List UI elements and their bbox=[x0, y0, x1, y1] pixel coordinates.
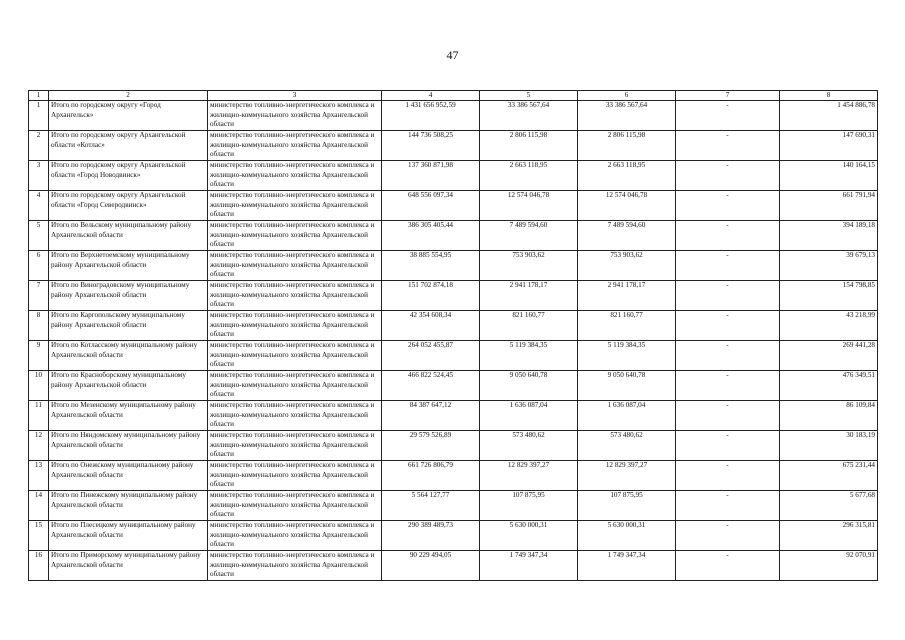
table-row bbox=[29, 401, 878, 431]
amount-col5-cell: 9 050 640,78 bbox=[480, 371, 578, 401]
row-number-cell: 5 bbox=[29, 221, 49, 251]
row-number-cell: 4 bbox=[29, 191, 49, 221]
row-number-cell: 9 bbox=[29, 341, 49, 371]
amount-col5-cell: 5 630 000,31 bbox=[480, 521, 578, 551]
amount-col6-cell: 5 119 384,35 bbox=[578, 341, 676, 371]
municipality-cell: Итого по городскому округу «Город Архангельск» bbox=[49, 101, 208, 131]
amount-col8-cell: 675 231,44 bbox=[780, 461, 878, 491]
ministry-cell: министерство топливно-энергетического комплекса и жилищно-коммунального хозяйства Архангельской области bbox=[208, 251, 382, 281]
amount-col6-cell: 2 806 115,98 bbox=[578, 131, 676, 161]
amount-col4-cell: 648 556 097,34 bbox=[382, 191, 480, 221]
col7-cell: - bbox=[676, 341, 780, 371]
municipality-cell: Итого по Онежскому муниципальному району Архангельской области bbox=[49, 461, 208, 491]
row-number-cell: 12 bbox=[29, 431, 49, 461]
amount-col5-cell: 5 119 384,35 bbox=[480, 341, 578, 371]
amount-col8-cell: 296 315,81 bbox=[780, 521, 878, 551]
amount-col4-cell: 1 431 656 952,59 bbox=[382, 101, 480, 131]
row-number-cell: 16 bbox=[29, 551, 49, 581]
col7-cell: - bbox=[676, 371, 780, 401]
amount-col6-cell: 5 630 000,31 bbox=[578, 521, 676, 551]
amount-col8-cell: 661 791,94 bbox=[780, 191, 878, 221]
amount-col4-cell: 38 885 554,95 bbox=[382, 251, 480, 281]
municipality-cell: Итого по городскому округу Архангельской области «Город Северодвинск» bbox=[49, 191, 208, 221]
ministry-cell: министерство топливно-энергетического комплекса и жилищно-коммунального хозяйства Архангельской области bbox=[208, 131, 382, 161]
row-number-cell: 7 bbox=[29, 281, 49, 311]
ministry-cell: министерство топливно-энергетического комплекса и жилищно-коммунального хозяйства Архангельской области bbox=[208, 311, 382, 341]
table-row bbox=[29, 461, 878, 491]
amount-col6-cell: 107 875,95 bbox=[578, 491, 676, 521]
col7-cell: - bbox=[676, 221, 780, 251]
municipality-cell: Итого по Плесецкому муниципальному району Архангельской области bbox=[49, 521, 208, 551]
amount-col5-cell: 753 903,62 bbox=[480, 251, 578, 281]
row-number-cell: 14 bbox=[29, 491, 49, 521]
amount-col5-cell: 2 663 118,95 bbox=[480, 161, 578, 191]
column-header: 5 bbox=[480, 91, 578, 101]
municipality-cell: Итого по Каргопольскому муниципальному району Архангельской области bbox=[49, 311, 208, 341]
amount-col8-cell: 154 798,85 bbox=[780, 281, 878, 311]
table-row bbox=[29, 281, 878, 311]
amount-col8-cell: 394 189,18 bbox=[780, 221, 878, 251]
amount-col5-cell: 1 749 347,34 bbox=[480, 551, 578, 581]
municipality-cell: Итого по городскому округу Архангельской области «Котлас» bbox=[49, 131, 208, 161]
ministry-cell: министерство топливно-энергетического комплекса и жилищно-коммунального хозяйства Архангельской области bbox=[208, 221, 382, 251]
amount-col6-cell: 2 941 178,17 bbox=[578, 281, 676, 311]
table-row bbox=[29, 431, 878, 461]
municipality-cell: Итого по Виноградовскому муниципальному району Архангельской области bbox=[49, 281, 208, 311]
col7-cell: - bbox=[676, 251, 780, 281]
header-row bbox=[29, 91, 878, 101]
amount-col6-cell: 12 574 046,78 bbox=[578, 191, 676, 221]
col7-cell: - bbox=[676, 401, 780, 431]
amount-col6-cell: 1 636 087,04 bbox=[578, 401, 676, 431]
ministry-cell: министерство топливно-энергетического комплекса и жилищно-коммунального хозяйства Архангельской области bbox=[208, 551, 382, 581]
amount-col4-cell: 29 579 526,89 bbox=[382, 431, 480, 461]
municipality-cell: Итого по городскому округу Архангельской области «Город Новодвинск» bbox=[49, 161, 208, 191]
amount-col5-cell: 107 875,95 bbox=[480, 491, 578, 521]
ministry-cell: министерство топливно-энергетического комплекса и жилищно-коммунального хозяйства Архангельской области bbox=[208, 101, 382, 131]
row-number-cell: 11 bbox=[29, 401, 49, 431]
amount-col8-cell: 1 454 886,78 bbox=[780, 101, 878, 131]
column-header: 7 bbox=[676, 91, 780, 101]
column-header: 4 bbox=[382, 91, 480, 101]
col7-cell: - bbox=[676, 461, 780, 491]
amount-col5-cell: 1 636 087,04 bbox=[480, 401, 578, 431]
column-header: 8 bbox=[780, 91, 878, 101]
table-row bbox=[29, 131, 878, 161]
row-number-cell: 3 bbox=[29, 161, 49, 191]
amount-col5-cell: 573 480,62 bbox=[480, 431, 578, 461]
amount-col4-cell: 42 354 608,34 bbox=[382, 311, 480, 341]
table-row bbox=[29, 251, 878, 281]
col7-cell: - bbox=[676, 551, 780, 581]
amount-col8-cell: 5 677,68 bbox=[780, 491, 878, 521]
municipality-cell: Итого по Няндомскому муниципальному району Архангельской области bbox=[49, 431, 208, 461]
col7-cell: - bbox=[676, 191, 780, 221]
amount-col8-cell: 39 679,13 bbox=[780, 251, 878, 281]
amount-col4-cell: 386 305 405,44 bbox=[382, 221, 480, 251]
col7-cell: - bbox=[676, 311, 780, 341]
table-row bbox=[29, 551, 878, 581]
amount-col6-cell: 1 749 347,34 bbox=[578, 551, 676, 581]
municipality-cell: Итого по Котласскому муниципальному району Архангельской области bbox=[49, 341, 208, 371]
amount-col5-cell: 2 941 178,17 bbox=[480, 281, 578, 311]
amount-col5-cell: 12 829 397,27 bbox=[480, 461, 578, 491]
amount-col4-cell: 151 702 874,18 bbox=[382, 281, 480, 311]
column-header: 2 bbox=[49, 91, 208, 101]
ministry-cell: министерство топливно-энергетического комплекса и жилищно-коммунального хозяйства Архангельской области bbox=[208, 521, 382, 551]
amount-col4-cell: 661 726 806,79 bbox=[382, 461, 480, 491]
row-number-cell: 8 bbox=[29, 311, 49, 341]
amount-col8-cell: 140 164,15 bbox=[780, 161, 878, 191]
amount-col6-cell: 33 386 567,64 bbox=[578, 101, 676, 131]
amount-col6-cell: 753 903,62 bbox=[578, 251, 676, 281]
col7-cell: - bbox=[676, 101, 780, 131]
amount-col6-cell: 12 829 397,27 bbox=[578, 461, 676, 491]
table-row bbox=[29, 101, 878, 131]
municipality-cell: Итого по Приморскому муниципальному району Архангельской области bbox=[49, 551, 208, 581]
amount-col8-cell: 269 441,28 bbox=[780, 341, 878, 371]
amount-col5-cell: 2 806 115,98 bbox=[480, 131, 578, 161]
municipality-cell: Итого по Пинежскому муниципальному району Архангельской области bbox=[49, 491, 208, 521]
row-number-cell: 2 bbox=[29, 131, 49, 161]
ministry-cell: министерство топливно-энергетического комплекса и жилищно-коммунального хозяйства Архангельской области bbox=[208, 191, 382, 221]
amount-col4-cell: 290 389 489,73 bbox=[382, 521, 480, 551]
amount-col4-cell: 90 229 494,05 bbox=[382, 551, 480, 581]
amount-col8-cell: 92 070,91 bbox=[780, 551, 878, 581]
table-row bbox=[29, 491, 878, 521]
row-number-cell: 10 bbox=[29, 371, 49, 401]
table-row bbox=[29, 161, 878, 191]
amount-col6-cell: 7 489 594,60 bbox=[578, 221, 676, 251]
amount-col5-cell: 7 489 594,60 bbox=[480, 221, 578, 251]
ministry-cell: министерство топливно-энергетического комплекса и жилищно-коммунального хозяйства Архангельской области bbox=[208, 371, 382, 401]
table-row bbox=[29, 191, 878, 221]
amount-col6-cell: 2 663 118,95 bbox=[578, 161, 676, 191]
column-header: 6 bbox=[578, 91, 676, 101]
amount-col8-cell: 43 218,99 bbox=[780, 311, 878, 341]
amount-col4-cell: 264 052 455,87 bbox=[382, 341, 480, 371]
col7-cell: - bbox=[676, 161, 780, 191]
table-row bbox=[29, 311, 878, 341]
table-row bbox=[29, 521, 878, 551]
page-number: 47 bbox=[446, 48, 459, 62]
row-number-cell: 13 bbox=[29, 461, 49, 491]
column-header: 3 bbox=[208, 91, 382, 101]
row-number-cell: 1 bbox=[29, 101, 49, 131]
amount-col4-cell: 5 564 127,77 bbox=[382, 491, 480, 521]
row-number-cell: 15 bbox=[29, 521, 49, 551]
table-row bbox=[29, 341, 878, 371]
ministry-cell: министерство топливно-энергетического комплекса и жилищно-коммунального хозяйства Архангельской области bbox=[208, 161, 382, 191]
ministry-cell: министерство топливно-энергетического комплекса и жилищно-коммунального хозяйства Архангельской области bbox=[208, 491, 382, 521]
table-row bbox=[29, 371, 878, 401]
ministry-cell: министерство топливно-энергетического комплекса и жилищно-коммунального хозяйства Архангельской области bbox=[208, 401, 382, 431]
municipality-cell: Итого по Вельскому муниципальному району Архангельской области bbox=[49, 221, 208, 251]
ministry-cell: министерство топливно-энергетического комплекса и жилищно-коммунального хозяйства Архангельской области bbox=[208, 281, 382, 311]
ministry-cell: министерство топливно-энергетического комплекса и жилищно-коммунального хозяйства Архангельской области bbox=[208, 461, 382, 491]
row-number-cell: 6 bbox=[29, 251, 49, 281]
amount-col8-cell: 30 183,19 bbox=[780, 431, 878, 461]
amount-col5-cell: 33 386 567,64 bbox=[480, 101, 578, 131]
amount-col6-cell: 9 050 640,78 bbox=[578, 371, 676, 401]
data-table bbox=[28, 90, 878, 581]
column-header: 1 bbox=[29, 91, 49, 101]
amount-col5-cell: 821 160,77 bbox=[480, 311, 578, 341]
amount-col8-cell: 147 690,31 bbox=[780, 131, 878, 161]
col7-cell: - bbox=[676, 431, 780, 461]
col7-cell: - bbox=[676, 281, 780, 311]
col7-cell: - bbox=[676, 131, 780, 161]
amount-col4-cell: 137 360 871,98 bbox=[382, 161, 480, 191]
table-row bbox=[29, 221, 878, 251]
amount-col4-cell: 144 736 508,25 bbox=[382, 131, 480, 161]
ministry-cell: министерство топливно-энергетического комплекса и жилищно-коммунального хозяйства Архангельской области bbox=[208, 431, 382, 461]
amount-col6-cell: 573 480,62 bbox=[578, 431, 676, 461]
col7-cell: - bbox=[676, 521, 780, 551]
col7-cell: - bbox=[676, 491, 780, 521]
ministry-cell: министерство топливно-энергетического комплекса и жилищно-коммунального хозяйства Архангельской области bbox=[208, 341, 382, 371]
amount-col4-cell: 84 387 647,12 bbox=[382, 401, 480, 431]
municipality-cell: Итого по Красноборскому муниципальному району Архангельской области bbox=[49, 371, 208, 401]
municipality-cell: Итого по Верхнетоемскому муниципальному району Архангельской области bbox=[49, 251, 208, 281]
municipality-cell: Итого по Мезенскому муниципальному району Архангельской области bbox=[49, 401, 208, 431]
amount-col8-cell: 476 349,51 bbox=[780, 371, 878, 401]
amount-col8-cell: 86 109,84 bbox=[780, 401, 878, 431]
amount-col6-cell: 821 160,77 bbox=[578, 311, 676, 341]
amount-col4-cell: 466 822 524,45 bbox=[382, 371, 480, 401]
amount-col5-cell: 12 574 046,78 bbox=[480, 191, 578, 221]
